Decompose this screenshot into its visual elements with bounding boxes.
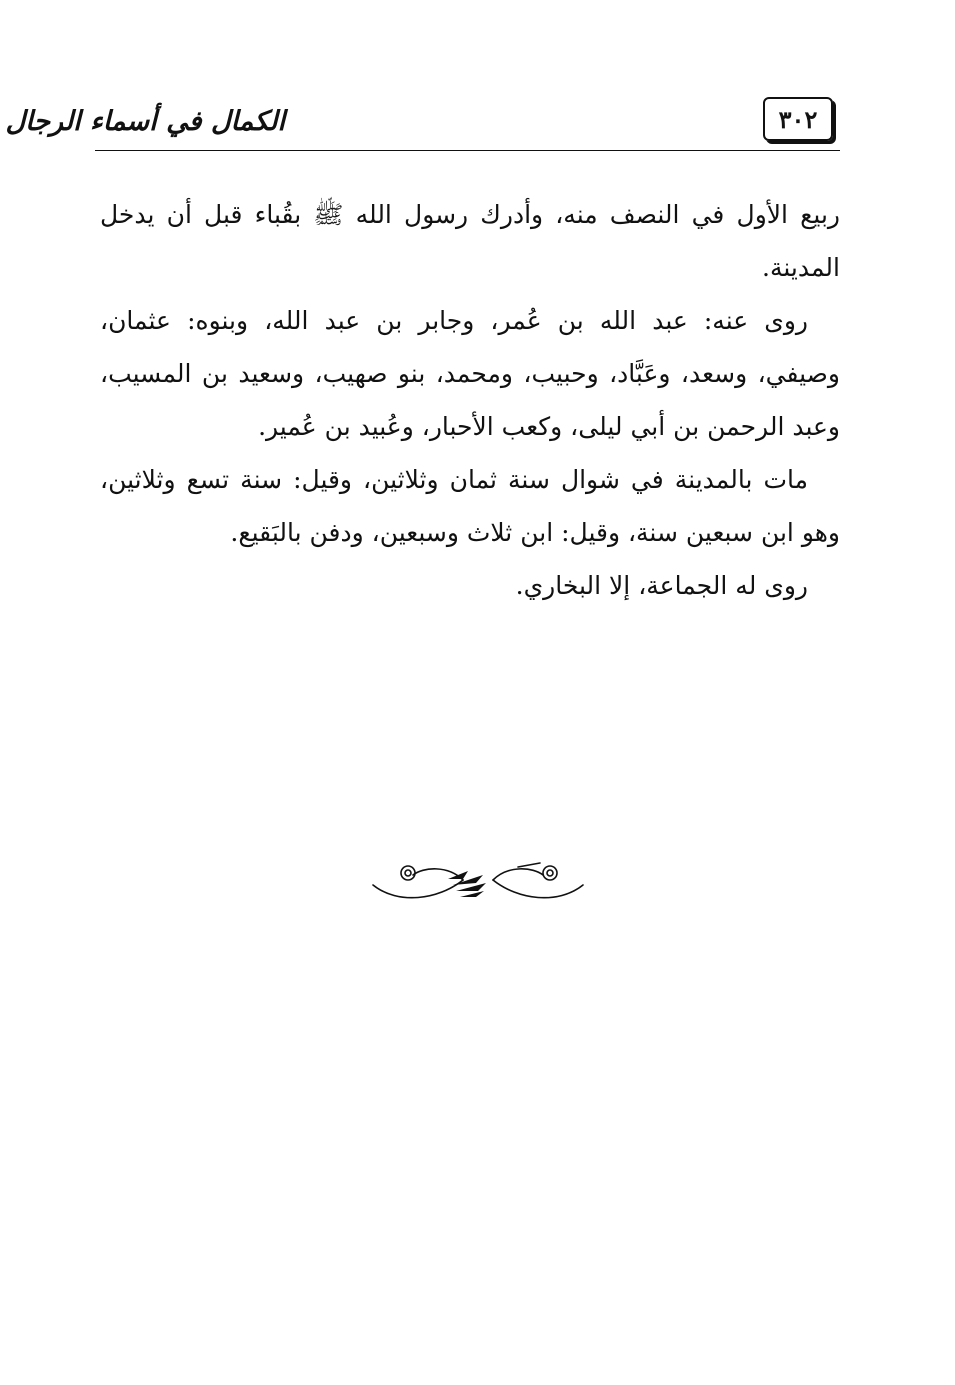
header-divider bbox=[95, 150, 840, 151]
paragraph-continuation: ربيع الأول في النصف منه، وأدرك رسول الله ﷺ بقُباء قبل أن يدخل المدينة. bbox=[100, 200, 840, 282]
page-number-text: ٣٠٢ bbox=[778, 104, 818, 134]
paragraph-collection: روى له الجماعة، إلا البخاري. bbox=[515, 571, 808, 600]
running-title: الكمال في أسماء الرجال bbox=[5, 106, 285, 137]
paragraph-narrators: روى عنه: عبد الله بن عُمر، وجابر بن عبد الله، وبنوه: عثمان، وصيفي، وسعد، وعَبَّاد، وحبيب، ومحمد، بنو صهيب، وسعيد بن المسيب، وعبد الرحمن بن أبي ليلى، وكعب الأحبار، وعُبيد بن عُمير. bbox=[100, 306, 840, 441]
body-text bbox=[100, 188, 840, 612]
floral-divider-icon bbox=[368, 855, 588, 905]
paragraph-death: مات بالمدينة في شوال سنة ثمان وثلاثين، وقيل: سنة تسع وثلاثين، وهو ابن سبعين سنة، وقيل: ابن ثلاث وسبعين، ودفن بالبَقيع. bbox=[100, 465, 840, 547]
page-number bbox=[763, 97, 833, 141]
